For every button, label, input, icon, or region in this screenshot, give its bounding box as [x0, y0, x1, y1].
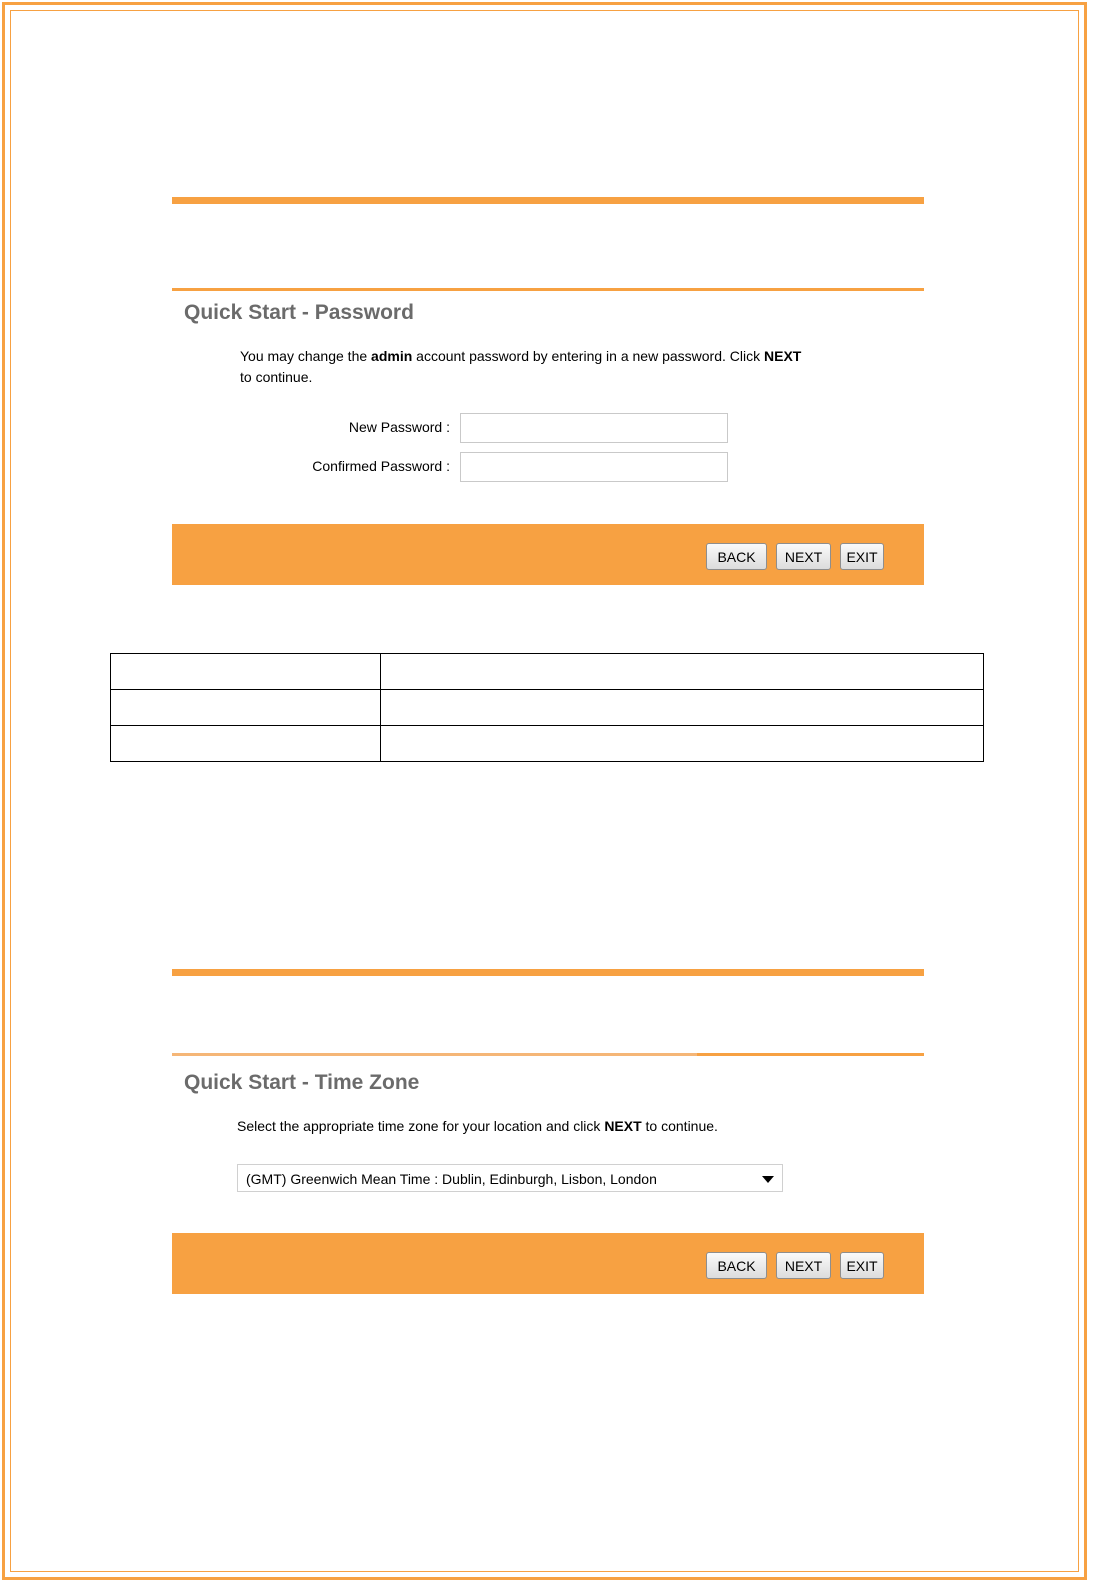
exit-button[interactable]: EXIT: [840, 543, 884, 570]
back-button[interactable]: BACK: [706, 1252, 767, 1279]
page-title: Quick Start - Time Zone: [184, 1071, 420, 1094]
table-cell: [111, 726, 381, 762]
description-table: [110, 653, 984, 762]
instructions-text: [240, 346, 910, 388]
table-row: [111, 726, 984, 762]
table-cell: [381, 654, 984, 690]
panel-top-bar: [172, 197, 924, 204]
instructions-part: Select the appropriate time zone for your location and click: [237, 1118, 605, 1134]
exit-button[interactable]: EXIT: [840, 1252, 884, 1279]
instructions-bold-next: NEXT: [604, 1118, 642, 1134]
instructions-part: account password by entering in a new password. Click: [412, 348, 764, 364]
new-password-input[interactable]: [460, 413, 728, 443]
chevron-down-icon[interactable]: [762, 1176, 774, 1183]
button-bar: [172, 1233, 924, 1294]
panel-top-bar: [172, 969, 924, 976]
table-row: [111, 690, 984, 726]
instructions-part: You may change the: [240, 348, 372, 364]
instructions-part: to continue.: [641, 1118, 718, 1134]
confirmed-password-label: Confirmed Password :: [312, 458, 450, 474]
table-cell: [111, 654, 381, 690]
timezone-select[interactable]: [237, 1164, 783, 1192]
confirmed-password-row: [172, 452, 924, 482]
back-button[interactable]: BACK: [706, 543, 767, 570]
table-cell: [381, 726, 984, 762]
panel-divider: [172, 1053, 924, 1056]
instructions-text: [237, 1116, 917, 1137]
new-password-row: [172, 413, 924, 443]
page-title: Quick Start - Password: [184, 301, 414, 324]
timezone-selected-value: (GMT) Greenwich Mean Time : Dublin, Edinburgh, Lisbon, London: [246, 1171, 657, 1187]
next-button[interactable]: NEXT: [776, 1252, 831, 1279]
confirmed-password-input[interactable]: [460, 452, 728, 482]
timezone-panel: [172, 969, 924, 1294]
panel-divider: [172, 288, 924, 291]
instructions-part: to continue.: [240, 369, 313, 385]
password-panel: [172, 197, 924, 587]
table-cell: [111, 690, 381, 726]
new-password-label: New Password :: [348, 419, 450, 435]
table-row: [111, 654, 984, 690]
instructions-bold-next: NEXT: [764, 348, 802, 364]
instructions-bold-admin: admin: [371, 348, 413, 364]
next-button[interactable]: NEXT: [776, 543, 831, 570]
button-bar: [172, 524, 924, 585]
table-cell: [381, 690, 984, 726]
